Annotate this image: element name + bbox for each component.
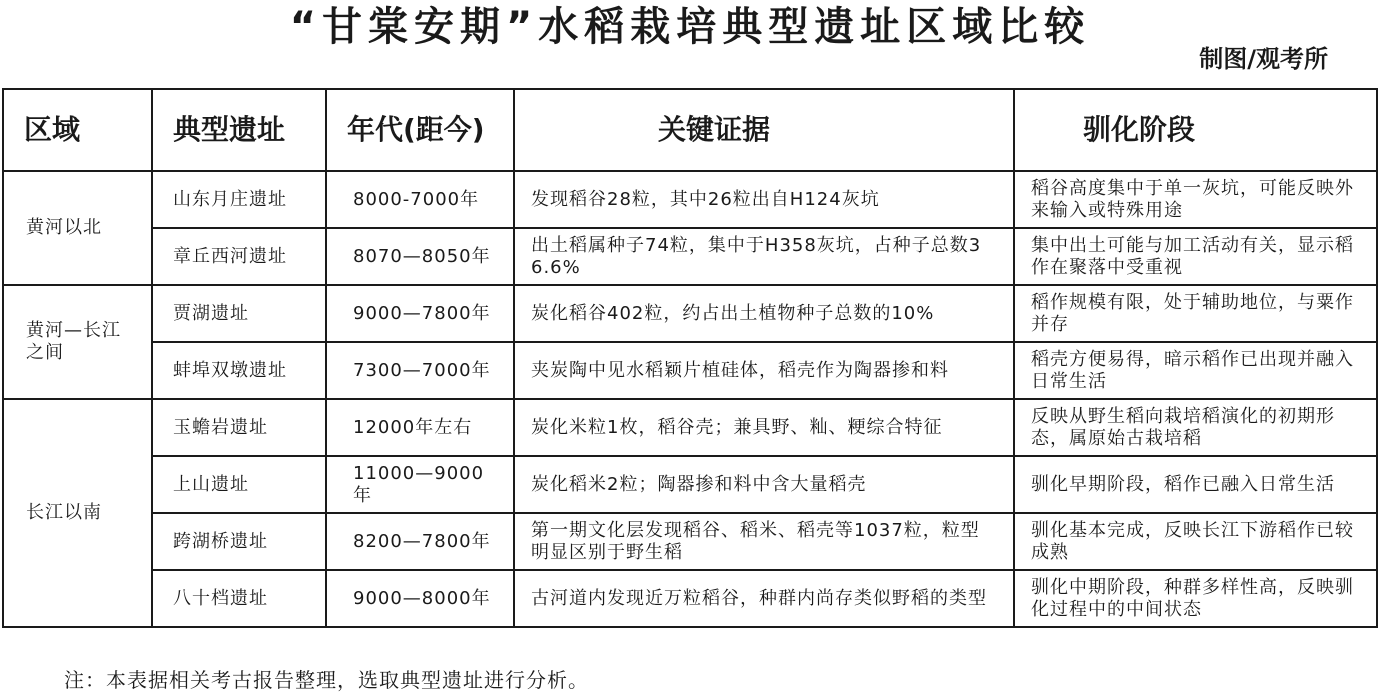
stage-cell: 驯化早期阶段，稻作已融入日常生活: [1014, 456, 1377, 513]
age-cell: 8200—7800年: [326, 513, 514, 570]
stage-cell: 驯化中期阶段，种群多样性高，反映驯化过程中的中间状态: [1014, 570, 1377, 627]
region-cell: 长江以南: [3, 399, 152, 627]
evidence-cell: 第一期文化层发现稻谷、稻米、稻壳等1037粒，粒型明显区别于野生稻: [514, 513, 1014, 570]
table-row: [3, 456, 1377, 513]
site-cell: 山东月庄遗址: [152, 171, 326, 228]
age-cell: 8000-7000年: [326, 171, 514, 228]
site-cell: 跨湖桥遗址: [152, 513, 326, 570]
evidence-cell: 古河道内发现近万粒稻谷，种群内尚存类似野稻的类型: [514, 570, 1014, 627]
table-row: [3, 399, 1377, 456]
site-cell: 章丘西河遗址: [152, 228, 326, 285]
age-cell: 7300—7000年: [326, 342, 514, 399]
stage-cell: 稻壳方便易得，暗示稻作已出现并融入日常生活: [1014, 342, 1377, 399]
table-row: [3, 285, 1377, 342]
site-cell: 贾湖遗址: [152, 285, 326, 342]
evidence-cell: 炭化稻米2粒；陶器掺和料中含大量稻壳: [514, 456, 1014, 513]
evidence-cell: 炭化稻谷402粒，约占出土植物种子总数的10%: [514, 285, 1014, 342]
age-cell: 9000—8000年: [326, 570, 514, 627]
table-row: [3, 342, 1377, 399]
evidence-cell: 发现稻谷28粒，其中26粒出自H124灰坑: [514, 171, 1014, 228]
site-cell: 玉蟾岩遗址: [152, 399, 326, 456]
header-stage: 驯化阶段: [1014, 89, 1377, 171]
table-header-row: [3, 89, 1377, 171]
credit-label: 制图/观考所: [1199, 45, 1328, 73]
site-cell: 上山遗址: [152, 456, 326, 513]
comparison-table: [2, 88, 1378, 628]
stage-cell: 反映从野生稻向栽培稻演化的初期形态，属原始古栽培稻: [1014, 399, 1377, 456]
header-evidence: 关键证据: [514, 89, 1014, 171]
header-site: 典型遗址: [152, 89, 326, 171]
header-region: 区域: [3, 89, 152, 171]
page-title: “甘棠安期”水稻栽培典型遗址区域比较: [289, 4, 1091, 50]
age-cell: 12000年左右: [326, 399, 514, 456]
age-cell: 9000—7800年: [326, 285, 514, 342]
evidence-cell: 夹炭陶中见水稻颖片植硅体，稻壳作为陶器掺和料: [514, 342, 1014, 399]
table-row: [3, 171, 1377, 228]
site-cell: 蚌埠双墩遗址: [152, 342, 326, 399]
header-age: 年代(距今): [326, 89, 514, 171]
region-cell: 黄河以北: [3, 171, 152, 285]
table-row: [3, 228, 1377, 285]
stage-cell: 集中出土可能与加工活动有关，显示稻作在聚落中受重视: [1014, 228, 1377, 285]
site-cell: 八十档遗址: [152, 570, 326, 627]
footnote: 注：本表据相关考古报告整理，选取典型遗址进行分析。: [64, 668, 589, 692]
table-row: [3, 513, 1377, 570]
evidence-cell: 炭化米粒1枚，稻谷壳；兼具野、籼、粳综合特征: [514, 399, 1014, 456]
stage-cell: 稻作规模有限，处于辅助地位，与粟作并存: [1014, 285, 1377, 342]
table-row: [3, 570, 1377, 627]
age-cell: 8070—8050年: [326, 228, 514, 285]
evidence-cell: 出土稻属种子74粒，集中于H358灰坑，占种子总数36.6%: [514, 228, 1014, 285]
stage-cell: 驯化基本完成，反映长江下游稻作已较成熟: [1014, 513, 1377, 570]
region-cell: 黄河—长江之间: [3, 285, 152, 399]
stage-cell: 稻谷高度集中于单一灰坑，可能反映外来输入或特殊用途: [1014, 171, 1377, 228]
age-cell: 11000—9000年: [326, 456, 514, 513]
